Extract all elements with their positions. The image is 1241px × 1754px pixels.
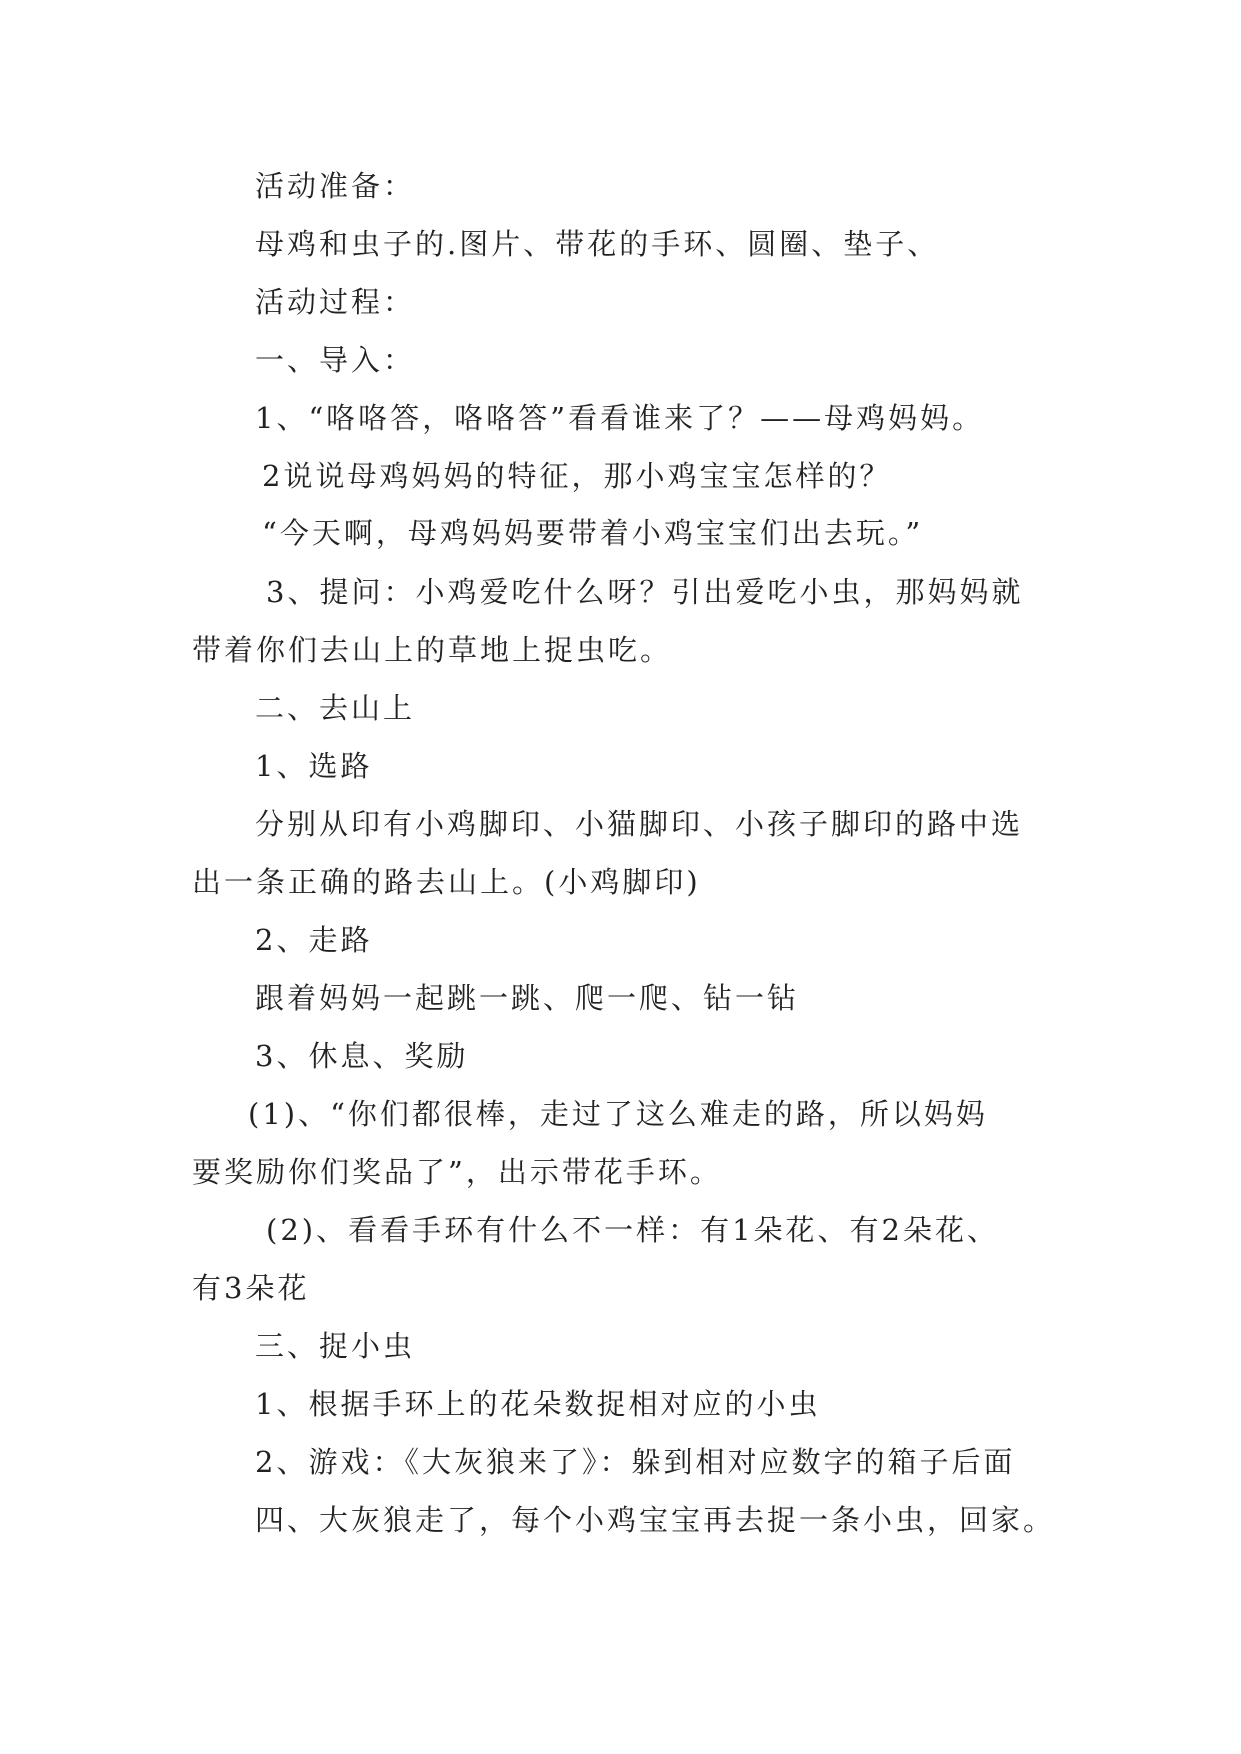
sub-item-reward-2: (2)、看看手环有什么不一样：有1朵花、有2朵花、 [266,1213,999,1247]
heading-activity-process: 活动过程： [255,285,416,319]
paragraph-path-choice-continued: 出一条正确的路去山上。(小鸡脚印) [192,865,701,899]
paragraph-quote: “今天啊，母鸡妈妈要带着小鸡宝宝们出去玩。” [262,516,924,550]
list-item-intro-3-continued: 带着你们去山上的草地上捉虫吃。 [192,633,673,667]
paragraph-walk-actions: 跟着妈妈一起跳一跳、爬一爬、钻一钻 [255,981,800,1015]
list-item-catch-2: 2、游戏：《大灰狼来了》：躲到相对应数字的箱子后面 [255,1445,1016,1479]
list-item-intro-3: 3、提问：小鸡爱吃什么呀？引出爱吃小虫，那妈妈就 [266,575,1024,609]
sub-item-reward-2-continued: 有3朵花 [192,1271,310,1305]
list-item-intro-1: 1、“咯咯答，咯咯答”看看谁来了？——母鸡妈妈。 [255,401,985,435]
list-item-catch-1: 1、根据手环上的花朵数捉相对应的小虫 [255,1387,821,1421]
section-heading-go-to-mountain: 二、去山上 [255,691,416,725]
list-item-intro-2: 2说说母鸡妈妈的特征，那小鸡宝宝怎样的？ [262,459,892,493]
paragraph-materials: 母鸡和虫子的.图片、带花的手环、圆圈、垫子、 [255,227,940,261]
list-item-choose-path: 1、选路 [255,749,373,783]
section-heading-introduction: 一、导入： [255,343,416,377]
section-heading-catch-bugs: 三、捉小虫 [255,1329,416,1363]
list-item-walk: 2、走路 [255,923,373,957]
section-heading-wolf-leaves: 四、大灰狼走了，每个小鸡宝宝再去捉一条小虫，回家。 [255,1503,1056,1537]
sub-item-reward-1: (1)、“你们都很棒，走过了这么难走的路，所以妈妈 [248,1097,988,1131]
paragraph-path-choice: 分别从印有小鸡脚印、小猫脚印、小孩子脚印的路中选 [255,807,1024,841]
list-item-rest-reward: 3、休息、奖励 [255,1039,469,1073]
heading-activity-preparation: 活动准备： [255,169,416,203]
sub-item-reward-1-continued: 要奖励你们奖品了”，出示带花手环。 [192,1155,722,1189]
